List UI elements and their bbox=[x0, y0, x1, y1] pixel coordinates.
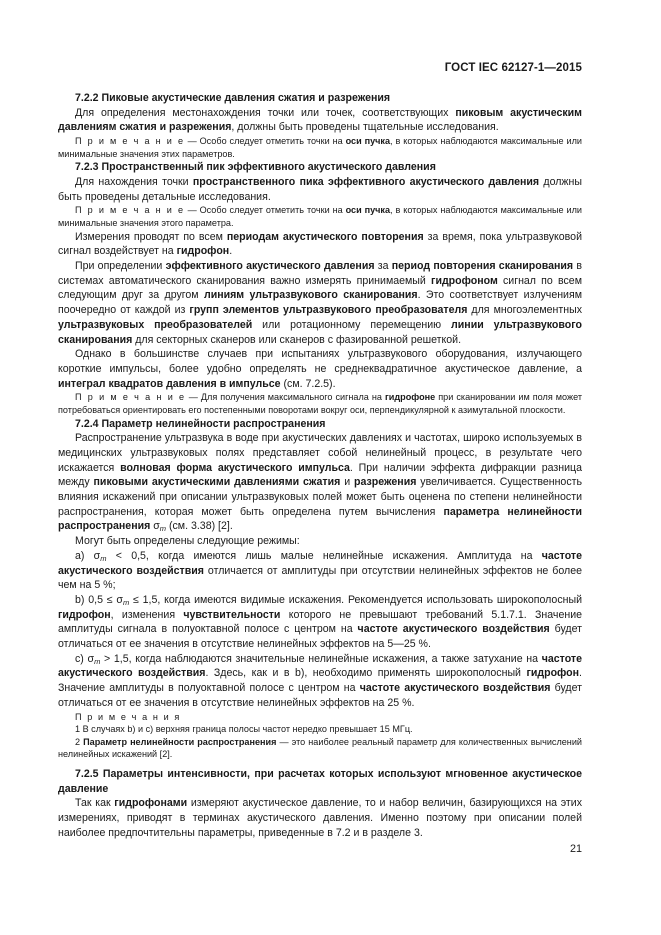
paragraph: Распространение ультразвука в воде при акустических давлениях и частотах, широко используемых в медицинских ультразвуковых полях представляет собой нелинейный процесс, в результате чего искажается волновая форма акустического импульса. При наличии эффекта дифракции разница между пиковыми акустическими давлениями сжатия и разрежения увеличивается. Существенность влияния искажений при описании ультразвуковых полей может быть оценена по степени нелинейности распространения, которая может быть определена путем вычисления параметра нелинейности распространения $\sigma_m$ (см. 3.38) [2]. bbox=[58, 432, 583, 534]
section-heading-7-2-3: 7.2.3 Пространственный пик эффективного акустического давления bbox=[75, 161, 436, 174]
standard-header: ГОСТ IEC 62127-1—2015 bbox=[444, 62, 582, 74]
note-item-1: 1 В случаях b) и c) верхняя граница полосы частот нередко превышает 15 МГц. bbox=[75, 724, 413, 735]
note-item-2: 2 Параметр нелинейности распространения — это наиболее реальный параметр для количественных вычислений нелинейных искажений [2]. bbox=[58, 736, 582, 760]
note-label: П р и м е ч а н и е bbox=[75, 392, 186, 403]
section-heading-7-2-5: 7.2.5 Параметры интенсивности, при расчетах которых используют мгновенное акустическое давление bbox=[58, 767, 582, 795]
list-item-a: a) $\sigma_m < 0,5$, когда имеются лишь малые нелинейные искажения. Амплитуда на частоте акустического воздействия отличается от амплитуды при отсутствии нелинейных эффектов не более чем на 5 %; bbox=[58, 549, 583, 592]
paragraph: При определении эффективного акустического давления за период повторения сканирования в системах автоматического сканирования важно измерять принимаемый гидрофоном сигнал по всем следующим друг за другом линиям ультразвукового сканирования. Это соответствует излучениям поочередно от каждой из групп элементов ультразвукового преобразователя для многоэлементных ультразвуковых преобразователей или ротационному перемещению линии ультразвукового сканирования для секторных сканеров или сканеров с фазированной решеткой. bbox=[58, 260, 582, 346]
note: П р и м е ч а н и е — Особо следует отметить точки на оси пучка, в которых наблюдаются максимальные или минимальные значения этого параметра. bbox=[58, 205, 582, 228]
paragraph: Для нахождения точки пространственного пика эффективного акустического давления должны быть проведены детальные исследования. bbox=[58, 176, 582, 203]
page-content bbox=[58, 91, 582, 840]
notes-label: П р и м е ч а н и я bbox=[75, 711, 181, 722]
section-heading-7-2-2: 7.2.2 Пиковые акустические давления сжатия и разрежения bbox=[75, 92, 391, 104]
note: П р и м е ч а н и е — Особо следует отметить точки на оси пучка, в которых наблюдаются максимальные или минимальные значения этих параметров. bbox=[58, 136, 582, 159]
note: П р и м е ч а н и е — Для получения максимального сигнала на гидрофоне при сканировании им поля может потребоваться ориентировать его постепенными поворотами вокруг оси, перпендикулярной к азимутальной плоскости. bbox=[58, 392, 583, 415]
note-label: П р и м е ч а н и е bbox=[75, 205, 185, 216]
list-item-b: b) $0,5 \le \sigma_m \le 1,5$, когда имеются видимые искажения. Рекомендуется использовать широкополосный гидрофон, изменения чувствительности которого не превышают требований 5.1.7.1. Значение амплитуды сигнала в полуоктавной полосе с центром на частоте акустического воздействия будет отличаться от ее значения в отсутствие нелинейных эффектов на 5—25 %. bbox=[58, 593, 583, 651]
paragraph: Однако в большинстве случаев при испытаниях ультразвукового оборудования, излучающего короткие импульсы, более удобно определять не среднеквадратичное акустическое давление, а интеграл квадратов давления в импульсе (см. 7.2.5). bbox=[58, 348, 582, 390]
paragraph: Так как гидрофонами измеряют акустическое давление, то и набор величин, базирующихся на этих измерениях, приводят в терминах акустического давления. Именно поэтому при описании полей наиболее предпочтительны параметры, приведенные в 7.2 и в разделе 3. bbox=[58, 797, 583, 839]
paragraph: Могут быть определены следующие режимы: bbox=[75, 535, 300, 548]
paragraph: Для определения местонахождения точки или точек, соответствующих пиковым акустическим давлениям сжатия и разрежения, должны быть проведены тщательные исследования. bbox=[58, 106, 582, 134]
page-number: 21 bbox=[569, 843, 582, 855]
section-heading-7-2-4: 7.2.4 Параметр нелинейности распространения bbox=[75, 417, 326, 430]
list-item-c: c) $\sigma_m > 1,5$, когда наблюдаются значительные нелинейные искажения, а также затухание на частоте акустического воздействия. Здесь, как и в b), необходимо применять широкополосный гидрофон. Значение амплитуды в полуоктавной полосе с центром на частоте акустического воздействия будет отличаться от ее значения в отсутствие нелинейных эффектов на 25 %. bbox=[58, 652, 582, 709]
paragraph: Измерения проводят по всем периодам акустического повторения за время, пока ультразвуковой сигнал воздействует на гидрофон. bbox=[58, 230, 582, 258]
note-label: П р и м е ч а н и е bbox=[75, 136, 185, 147]
